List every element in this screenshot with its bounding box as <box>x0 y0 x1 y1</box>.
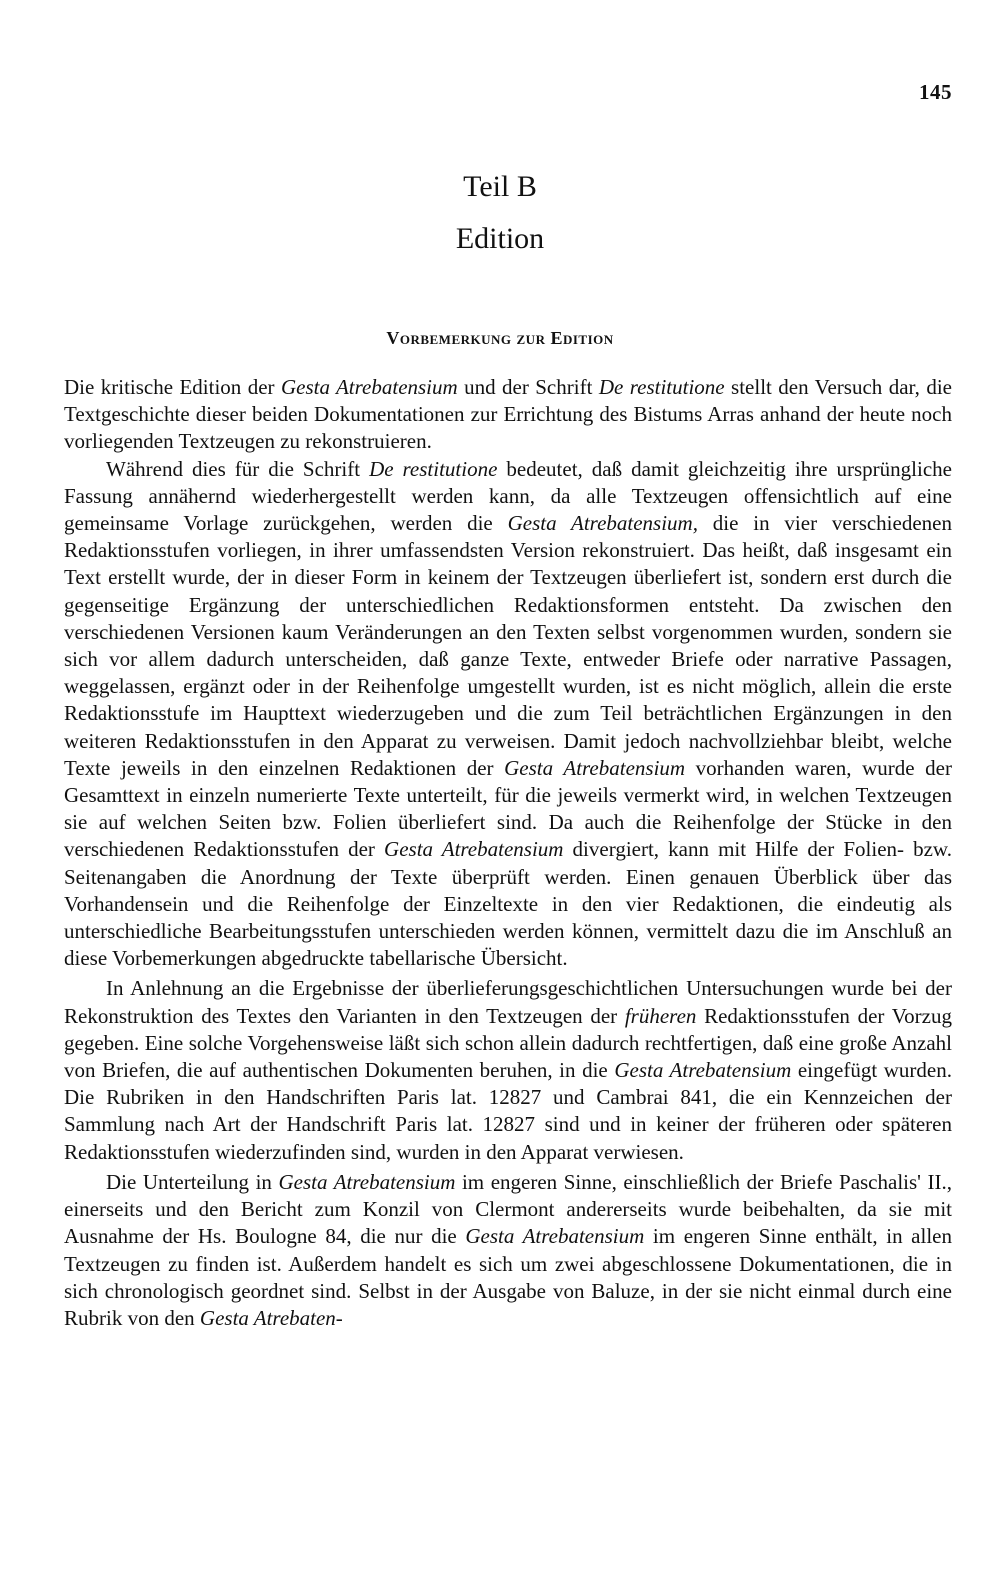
italic-title-text: De restitutione <box>369 456 498 481</box>
text-segment: Während dies für die Schrift <box>106 456 370 481</box>
italic-title-text: Gesta Atrebatensium <box>614 1058 792 1083</box>
section-heading: Vorbemerkung zur Edition <box>386 328 614 348</box>
italic-title-text: Gesta Atrebatensium, <box>507 511 698 536</box>
paragraph <box>64 374 952 456</box>
text-segment: stellt den Versuch dar, die Textgeschichte dieser beiden Dokumentationen zur Errichtung des Bistums Arras anhand der heute noch vorliegenden Textzeugen zu rekonstruieren. <box>64 375 952 454</box>
italic-title-text: Gesta Atrebatensium <box>465 1224 645 1249</box>
italic-title-text: früheren <box>624 1003 697 1028</box>
paragraph <box>64 456 952 973</box>
part-title: Teil B <box>463 170 537 203</box>
text-segment: In Anlehnung an die Ergebnisse der überlieferungsgeschichtlichen Untersuchungen wurde bei der Rekonstruktion des Textes den Varianten in den Textzeugen der <box>64 976 952 1028</box>
text-segment: vorhanden waren, wurde der Gesamttext in einzeln numerierte Texte unterteilt, für die jeweils vermerkt wird, in welchen Textzeugen sie auf welchen Seiten bzw. Folien überliefert sind. Da auch die Reihenfolge der Stücke in den verschiedenen Redaktionsstufen der <box>64 755 952 862</box>
part-subtitle: Edition <box>455 222 545 255</box>
text-segment: eingefügt wurden. Die Rubriken in den Handschriften Paris lat. 12827 und Cambrai 841, die ein Kennzeichen der Sammlung nach Art der Handschrift Paris lat. 12827 sind und in keiner der früheren oder späteren Redaktionsstufen wiederzufinden sind, wurden in den Apparat verwiesen. <box>64 1058 952 1164</box>
page-number: 145 <box>919 80 952 104</box>
text-segment: im engeren Sinne enthält, in allen Textzeugen zu finden ist. Außerdem handelt es sich um zwei abgeschlossene Dokumentationen, die in sich chronologisch geordnet sind. Selbst in der Ausgabe von Baluze, in der sie nicht einmal durch eine Rubrik von den <box>64 1224 952 1330</box>
text-segment: die in vier verschiedenen Redaktionsstufen vorliegen, in ihrer umfassendsten Version rekonstruiert. Das heißt, daß insgesamt ein Text erstellt wurde, der in dieser Form in keinem der Textzeugen überliefert ist, sondern erst durch die gegenseitige Ergänzung der unterschiedlichen Redaktionsformen entsteht. Da zwischen den verschiedenen Versionen kaum Veränderungen an den Texten selbst vorgenommen wurden, sondern sie sich vor allem dadurch unterscheiden, daß ganze Texte, entweder Briefe oder narrative Passagen, weggelassen, ergänzt oder in der Reihenfolge umgestellt wurden, ist es nicht möglich, allein die erste Redaktionsstufe im Haupttext wiederzugeben und die zum Teil beträchtlichen Ergänzungen in den weiteren Redaktionsstufen in den Apparat zu verweisen. Damit jedoch nachvollziehbar bleibt, welche Texte jeweils in den einzelnen Redaktionen der <box>64 511 952 780</box>
text-segment: Die kritische Edition der <box>64 375 281 399</box>
text-segment: und der Schrift <box>457 375 599 399</box>
paragraph <box>64 1169 952 1332</box>
paragraph <box>64 975 952 1165</box>
text-segment: im engeren Sinne, einschließlich der Briefe Paschalis' II., einerseits und den Bericht zum Konzil von Clermont andererseits wurde beibehalten, da sie mit Ausnahme der Hs. Boulogne 84, die nur die <box>64 1169 953 1249</box>
italic-title-text: Gesta Atrebatensium <box>504 755 686 780</box>
text-segment: Redaktionsstufen der Vorzug gegeben. Eine solche Vorgehensweise läßt sich schon allein dadurch rechtfertigen, daß eine große Anzahl von Briefen, die auf authentischen Dokumenten beruhen, in die <box>64 1003 952 1083</box>
italic-title-text: De restitutione <box>598 375 725 399</box>
italic-title-text: Gesta Atrebaten- <box>199 1305 343 1330</box>
italic-title-text: Gesta Atrebatensium <box>280 375 458 399</box>
body-text <box>64 374 952 1332</box>
italic-title-text: Gesta Atrebatensium <box>384 837 564 862</box>
text-segment: bedeutet, daß damit gleichzeitig ihre ursprüngliche Fassung annähernd wiederhergestellt werden kann, da alle Textzeugen offensichtlich auf eine gemeinsame Vorlage zurückgehen, werden die <box>64 456 952 536</box>
text-segment: divergiert, kann mit Hilfe der Folien- bzw. Seitenangaben die Anordnung der Texte überprüft werden. Einen genauen Überblick über das Vorhandensein und die Reihenfolge der Einzeltexte in den vier Redaktionen, die eindeutig als unterschiedliche Bearbeitungsstufen unterschieden werden können, vermittelt dazu die im Anschluß an diese Vorbemerkungen abgedruckte tabellarische Übersicht. <box>64 837 952 971</box>
italic-title-text: Gesta Atrebatensium <box>278 1169 456 1194</box>
text-segment: Die Unterteilung in <box>106 1169 279 1194</box>
